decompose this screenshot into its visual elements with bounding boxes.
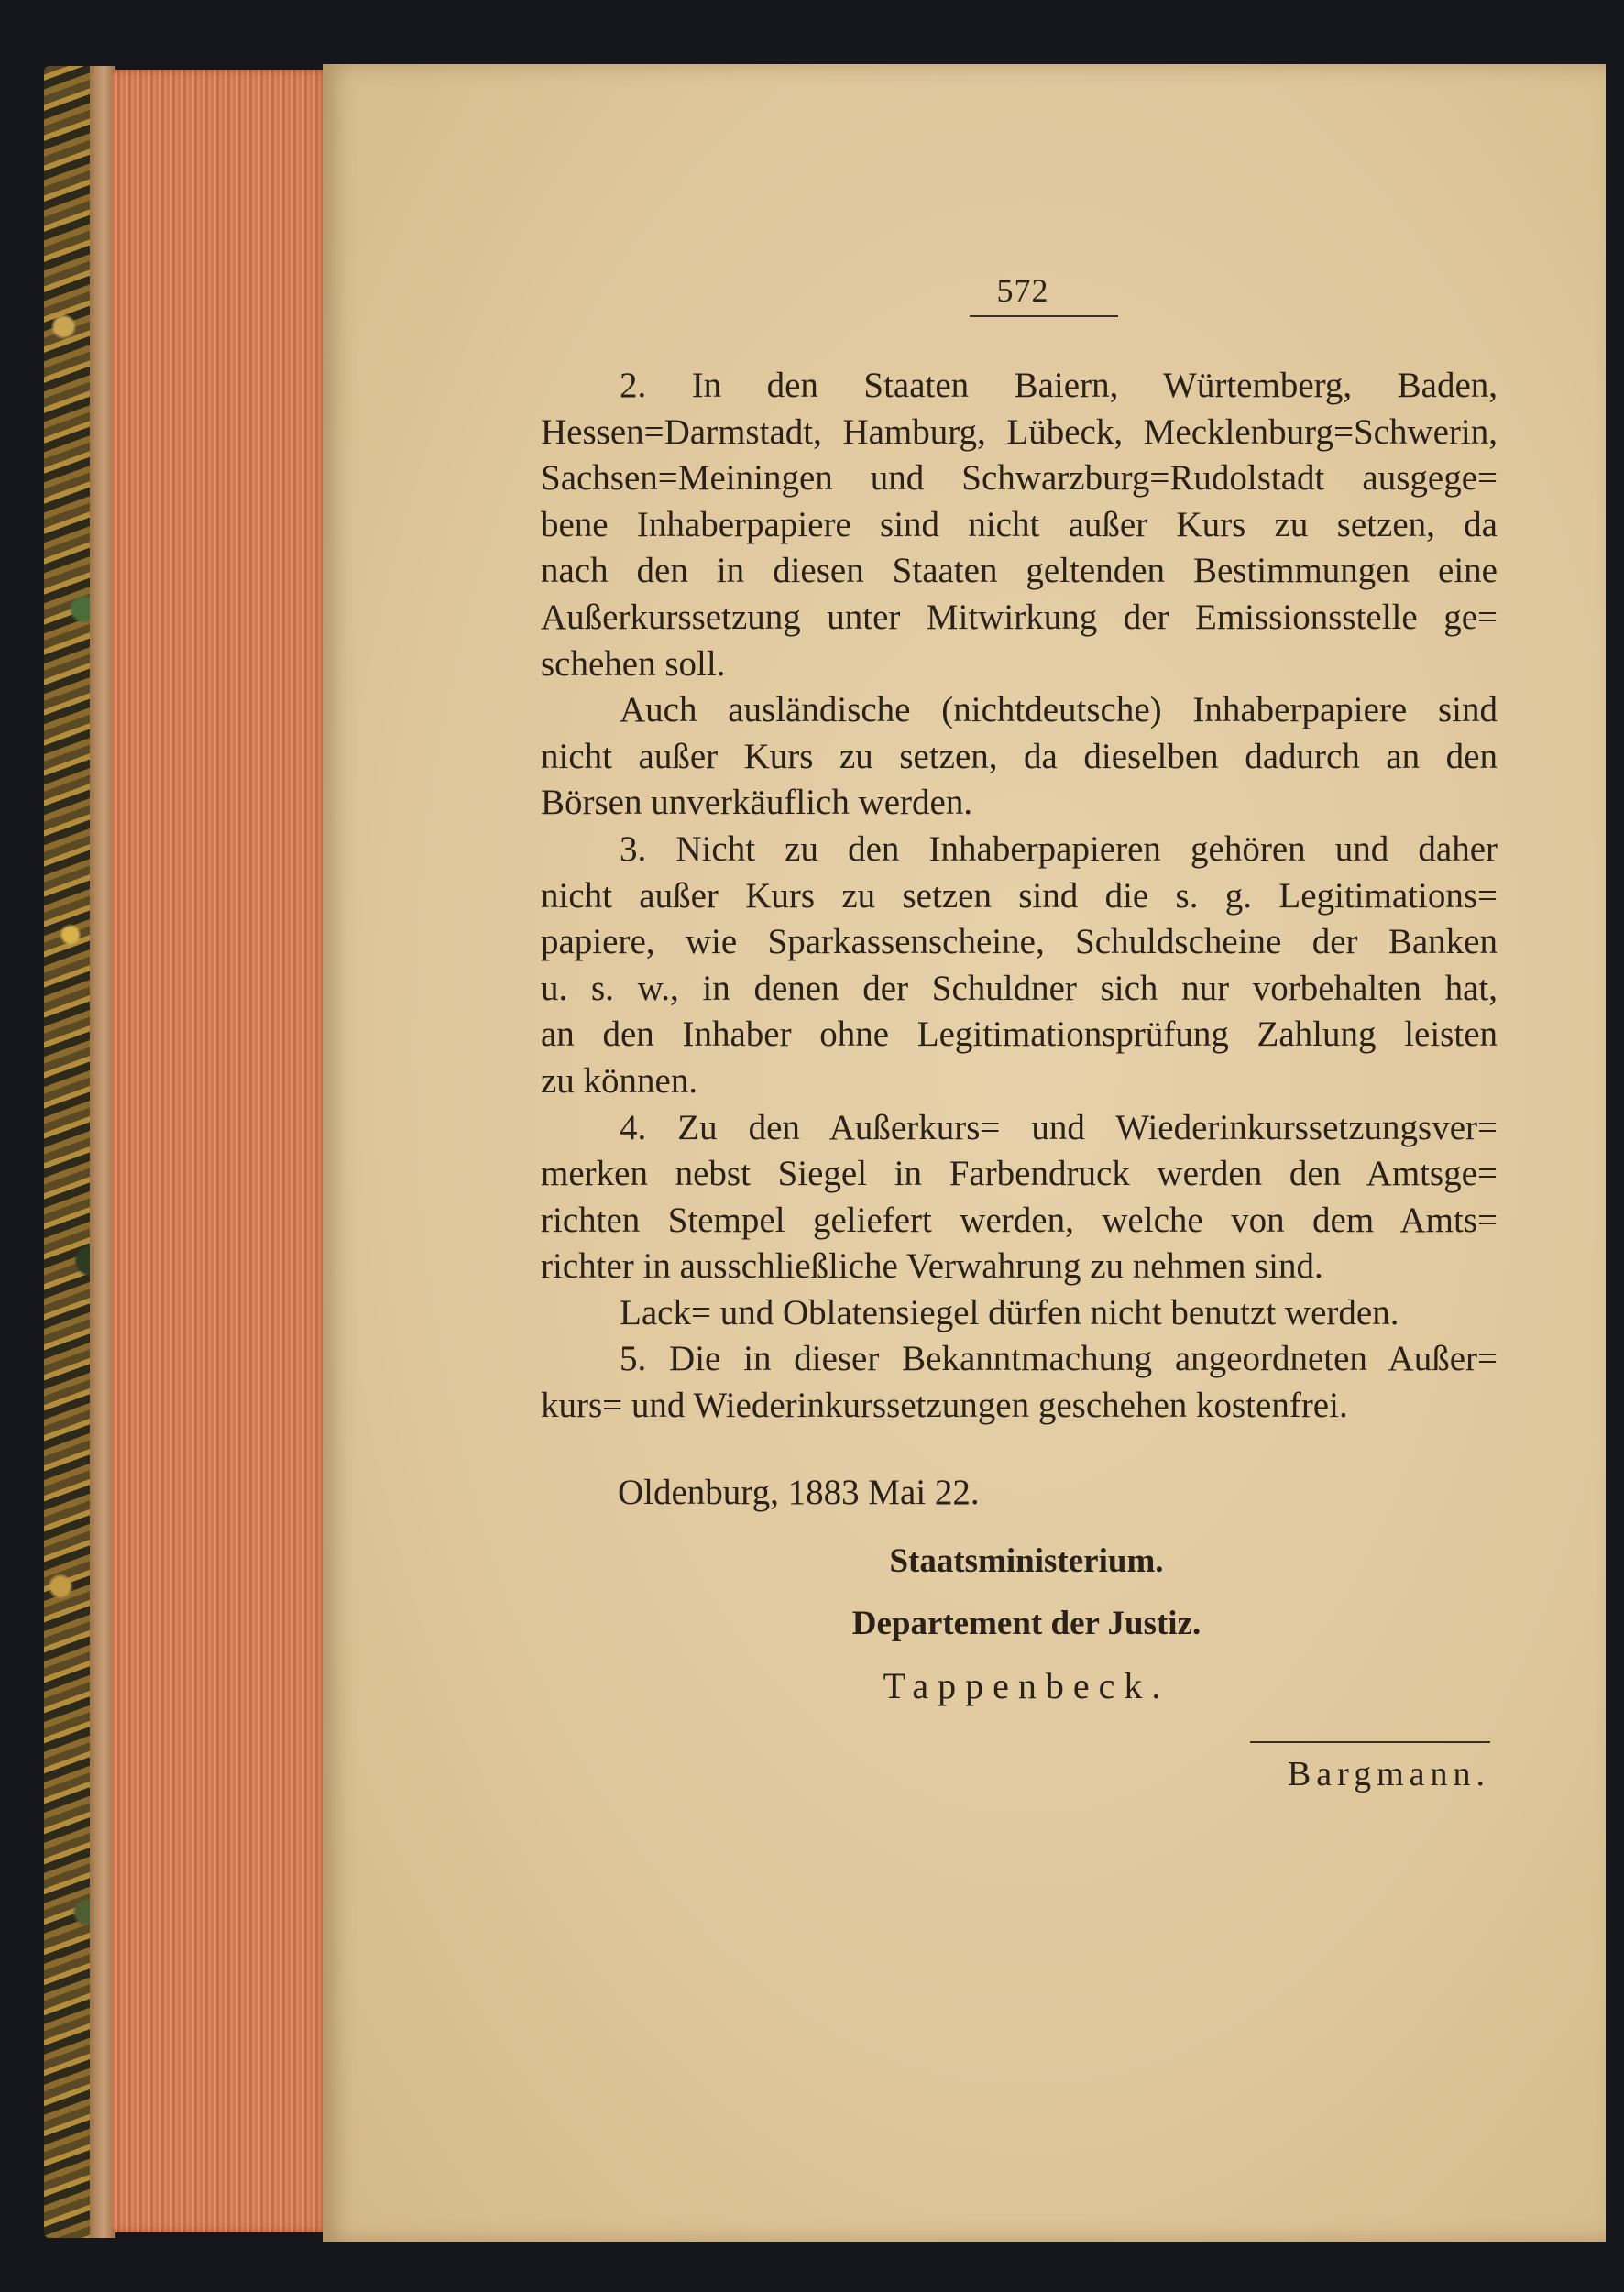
text-line: Börsen unverkäuflich werden. [541, 783, 973, 823]
text-line: 2. In den Staaten Baiern, Würtemberg, Baden, [620, 366, 1498, 405]
text-line: Auch ausländische (nichtdeutsche) Inhaberpapiere sind [620, 690, 1498, 730]
text-line: 4. Zu den Außerkurs= und Wiederinkurssetzungsver= [620, 1107, 1498, 1147]
text-line: Lack= und Oblatensiegel dürfen nicht benutzt werden. [620, 1292, 1399, 1332]
text-line: Sachsen=Meiningen und Schwarzburg=Rudolstadt ausgege= [541, 458, 1498, 499]
text-line: bene Inhaberpapiere sind nicht außer Kurs zu setzen, da [541, 504, 1498, 544]
signature-department: Departement der Justiz. [851, 1605, 1202, 1642]
text-line: richten Stempel geliefert werden, welche von dem Amts= [541, 1200, 1498, 1240]
text-line: 3. Nicht zu den Inhaberpapieren gehören und daher [620, 828, 1498, 869]
text-line: Hessen=Darmstadt, Hamburg, Lübeck, Mecklenburg=Schwerin, [541, 411, 1498, 452]
text-line: kurs= und Wiederinkurssetzungen geschehen kostenfrei. [541, 1386, 1348, 1426]
dateline: Oldenburg, 1883 Mai 22. [618, 1473, 980, 1512]
text-line: u. s. w., in denen der Schuldner sich nur vorbehalten hat, [541, 968, 1498, 1008]
signature-name: Tappenbeck. [883, 1665, 1170, 1706]
text-line: nach den in diesen Staaten geltenden Bestimmungen eine [541, 551, 1498, 591]
text-line: Außerkurssetzung unter Mitwirkung der Emissionsstelle ge= [541, 597, 1498, 637]
text-line: an den Inhaber ohne Legitimationsprüfung Zahlung leisten [541, 1014, 1498, 1055]
text-line: richter in ausschließliche Verwahrung zu nehmen sind. [541, 1246, 1323, 1287]
signature-rule [1250, 1741, 1490, 1743]
signature-clerk: Bargmann. [1287, 1755, 1490, 1793]
text-line: nicht außer Kurs zu setzen sind die s. g. Legitimations= [541, 875, 1498, 916]
page-edges [112, 70, 330, 2232]
text-line: schehen soll. [541, 643, 726, 684]
text-line: zu können. [541, 1060, 698, 1101]
body-text [541, 363, 1498, 1430]
text-line: papiere, wie Sparkassenscheine, Schuldscheine der Banken [541, 922, 1498, 962]
text-line: nicht außer Kurs zu setzen, da dieselben dadurch an den [541, 736, 1498, 776]
page-number: 572 [996, 272, 1049, 309]
text-line: 5. Die in dieser Bekanntmachung angeordneten Außer= [620, 1339, 1498, 1379]
page-number-rule [970, 315, 1118, 317]
text-line: merken nebst Siegel in Farbendruck werden den Amtsge= [541, 1154, 1498, 1194]
signature-ministry: Staatsministerium. [889, 1542, 1164, 1580]
